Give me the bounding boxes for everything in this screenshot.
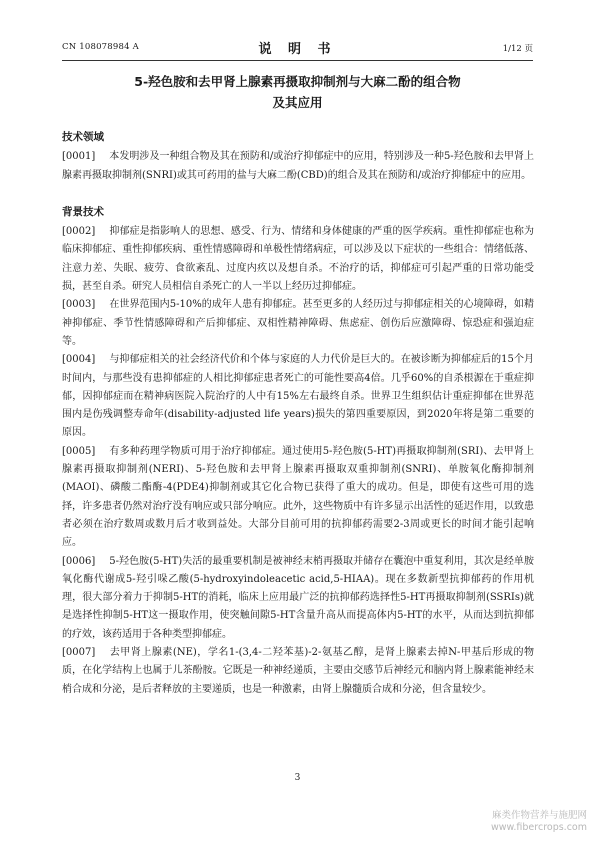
section-technical-field	[62, 128, 534, 185]
section-heading: 技术领域	[62, 131, 104, 143]
document-title-line: 及其应用	[272, 95, 323, 110]
paragraph-text: 5-羟色胺(5-HT)失活的最重要机制是被神经末梢再摄取并储存在囊泡中重复利用，其次是经单胺氧化酶代谢成5-羟引哚乙酸(5-hydroxyindoleacetic acid,5-HIAA)。现在多数新型抗抑郁药的作用机理，很大部分着力于抑制5-HT的消耗，临床上应用最广泛的抗抑郁药选择性5-HT再摄取抑制剂(SSRIs)就是选择性抑制5-HT这一摄取作用，使突触间隙5-HT含量升高从而提高体内5-HT的水平，从而达到抗抑郁的疗效，该药适用于各种类型抑郁症。	[62, 555, 534, 640]
watermark-line: 麻类作物营养与施肥网	[491, 810, 587, 821]
watermark	[491, 810, 587, 834]
paragraph	[62, 223, 534, 296]
section-background-art	[62, 203, 534, 699]
document-body	[62, 128, 534, 699]
paragraph	[62, 351, 534, 442]
paragraph-text: 有多种药理学物质可用于治疗抑郁症。通过使用5-羟色胺(5-HT)再摄取抑制剂(SRI)、去甲肾上腺素再摄取抑制剂(NERI)、5-羟色胺和去甲肾上腺素再摄取双重抑制剂(SNRI)、单胺氧化酶抑制剂(MAOI)、磷酸二酯酶-4(PDE4)抑制剂或其它化合物已获得了重大的成功。但是，即使有这些可用的选择，许多患者仍然对治疗没有响应或只部分响应。此外，这些物质中有许多显示出活性的延迟作用，以致患者必须在治疗数周或数月后才收到益处。大部分目前可用的抗抑郁药需要2-3周或更长的时间才能引起响应。	[62, 445, 534, 549]
paragraph-number: [0007]	[62, 647, 96, 659]
document-title-line: 5-羟色胺和去甲肾上腺素再摄取抑制剂与大麻二酚的组合物	[134, 74, 461, 89]
paragraph-number: [0001]	[62, 151, 96, 163]
paragraph-number: [0004]	[62, 354, 96, 366]
paragraph-text: 本发明涉及一种组合物及其在预防和/或治疗抑郁症中的应用，特别涉及一种5-羟色胺和去甲肾上腺素再摄取抑制剂(SNRI)或其可药用的盐与大麻二酚(CBD)的组合及其在预防和/或治疗抑郁症中的应用。	[62, 151, 534, 181]
paragraph-number: [0003]	[62, 299, 96, 311]
paragraph	[62, 443, 534, 553]
page-number: 3	[294, 773, 301, 783]
paragraph-number: [0002]	[62, 226, 96, 238]
paragraph-text: 与抑郁症相关的社会经济代价和个体与家庭的人力代价是巨大的。在被诊断为抑郁症后的15个月时间内，与那些没有患抑郁症的人相比抑郁症患者死亡的可能性要高4倍。几乎60%的自杀根源在于重症抑郁，因抑郁症而在精神病医院入院治疗的人中有15%左右最终自杀。世界卫生组织估计重症抑郁在世界范围内是伤残调整寿命年(disability-adjusted life years)损失的第四重要原因，到2020年将是第二重要的原因。	[62, 354, 534, 439]
paragraph	[62, 148, 534, 185]
paragraph	[62, 296, 534, 351]
document-title	[62, 71, 533, 113]
paragraph-text: 去甲肾上腺素(NE)，学名1-(3,4-二羟苯基)-2-氨基乙醇，是肾上腺素去掉N-甲基后形成的物质，在化学结构上也属于儿茶酚胺。它既是一种神经递质，主要由交感节后神经元和脑内肾上腺素能神经末梢合成和分泌，是后者释放的主要递质，也是一种激素，由肾上腺髓质合成和分泌，但含量较少。	[62, 647, 534, 695]
paragraph-number: [0006]	[62, 555, 96, 567]
paragraph-text: 在世界范围内5-10%的成年人患有抑郁症。甚至更多的人经历过与抑郁症相关的心境障碍，如精神抑郁症、季节性情感障碍和产后抑郁症、双相性精神障碍、焦虑症、创伤后应激障碍、惊恐症和强迫症等。	[62, 299, 534, 347]
paragraph	[62, 644, 534, 699]
section-heading: 背景技术	[62, 205, 104, 218]
paragraph-text: 抑郁症是指影响人的思想、感受、行为、情绪和身体健康的严重的医学疾病。重性抑郁症也称为临床抑郁症、重性抑郁疾病、重性情感障碍和单极性情绪病症，可以涉及以下症状的一些组合：情绪低落、注意力差、失眠、疲劳、食欲紊乱、过度内疚以及想自杀。不治疗的话，抑郁症可引起严重的日常功能受损，甚至自杀。研究人员相信自杀死亡的人一半以上经历过抑郁症。	[62, 226, 534, 293]
page-count: 1/12 页	[502, 44, 533, 54]
watermark-line: www.fibercrops.com	[490, 822, 587, 833]
header-title: 说 明 书	[258, 42, 337, 57]
header-divider	[62, 60, 533, 61]
paragraph-number: [0005]	[62, 445, 96, 457]
document-number: CN 108078984 A	[62, 42, 139, 52]
paragraph	[62, 553, 534, 644]
